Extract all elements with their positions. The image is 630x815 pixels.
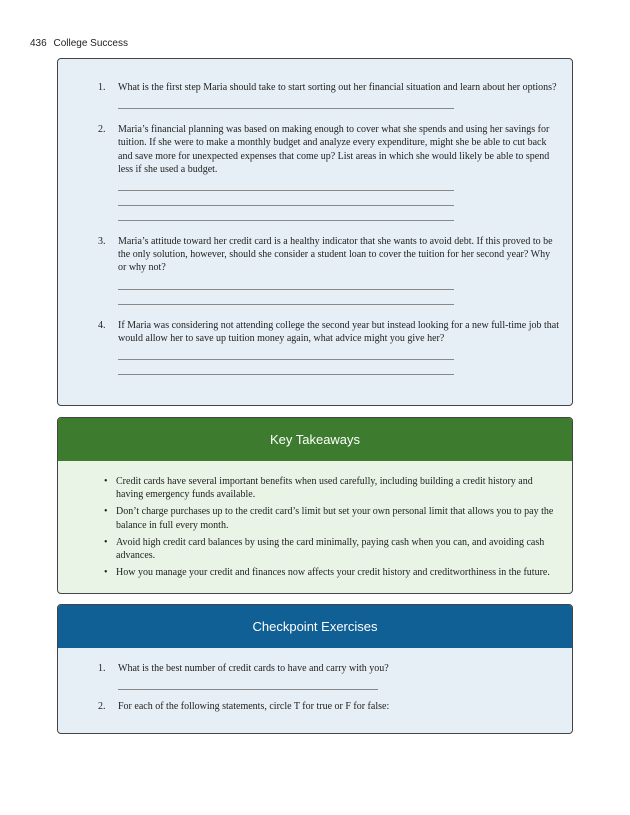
answer-line[interactable] <box>118 191 454 206</box>
checkpoint-exercises-title: Checkpoint Exercises <box>58 605 572 648</box>
book-title: College Success <box>53 38 128 49</box>
question-text: What is the first step Maria should take to start sorting out her financial situation and learn about her options? <box>118 82 557 93</box>
question-item <box>98 81 560 109</box>
bullet-icon: • <box>104 506 108 518</box>
bullet-icon: • <box>104 567 108 579</box>
checkpoint-number: 1. <box>98 663 106 674</box>
takeaway-item <box>104 536 558 562</box>
checkpoint-number: 2. <box>98 701 106 713</box>
question-item <box>98 319 560 375</box>
checkpoint-item <box>98 662 558 690</box>
bullet-icon: • <box>104 536 108 548</box>
question-number: 2. <box>98 124 106 136</box>
checkpoint-item <box>98 700 558 713</box>
answer-line[interactable] <box>118 290 454 305</box>
question-item <box>98 235 560 305</box>
checkpoint-text: For each of the following statements, circle T for true or F for false: <box>118 701 390 713</box>
takeaway-item <box>104 566 558 579</box>
takeaway-item <box>104 475 558 501</box>
question-number: 1. <box>98 82 106 93</box>
takeaway-item <box>104 505 558 531</box>
answer-line[interactable] <box>118 206 454 221</box>
question-text: Maria’s attitude toward her credit card is a healthy indicator that she wants to avoid debt. If this proved to be the only solution, however, should she consider a student loan to cover the tuition for her second year? Why or why not? <box>118 236 553 274</box>
question-item <box>98 123 560 221</box>
answer-line[interactable] <box>118 275 454 290</box>
key-takeaways-box <box>57 417 573 594</box>
takeaway-text: Credit cards have several important benefits when used carefully, including building a credit history and having emergency funds available. <box>116 476 533 501</box>
checkpoint-exercises-box <box>57 604 573 734</box>
bullet-icon: • <box>104 476 108 487</box>
answer-line[interactable] <box>118 675 378 690</box>
answer-line[interactable] <box>118 176 454 191</box>
takeaway-text: How you manage your credit and finances now affects your credit history and creditworthiness in the future. <box>116 567 550 579</box>
checkpoint-text: What is the best number of credit cards to have and carry with you? <box>118 663 389 674</box>
takeaway-text: Don’t charge purchases up to the credit card’s limit but set your own personal limit that allows you to pay the balance in full every month. <box>116 506 554 531</box>
checkpoint-list <box>58 648 572 713</box>
question-text: If Maria was considering not attending college the second year but instead looking for a new full-time job that would allow her to save up tuition money again, what advice might you give her? <box>118 319 559 344</box>
answer-line[interactable] <box>118 345 454 360</box>
page-number: 436 <box>30 38 47 49</box>
takeaway-text: Avoid high credit card balances by using the card minimally, paying cash when you can, and avoiding cash advances. <box>116 536 545 562</box>
answer-line[interactable] <box>118 360 454 375</box>
question-number: 4. <box>98 319 106 331</box>
answer-line[interactable] <box>118 94 454 109</box>
key-takeaways-title: Key Takeaways <box>58 418 572 461</box>
case-questions-box <box>57 58 573 406</box>
question-text: Maria’s financial planning was based on making enough to cover what she spends and using her savings for tuition. If she were to make a monthly budget and analyze every expenditure, might she be able to cut back and save more for unexpected expenses that come up? List areas in which she would likely be able to spend less if she used a budget. <box>118 124 550 175</box>
page-header <box>30 38 128 49</box>
question-number: 3. <box>98 236 106 248</box>
takeaway-list <box>58 461 572 579</box>
question-list <box>98 81 560 375</box>
